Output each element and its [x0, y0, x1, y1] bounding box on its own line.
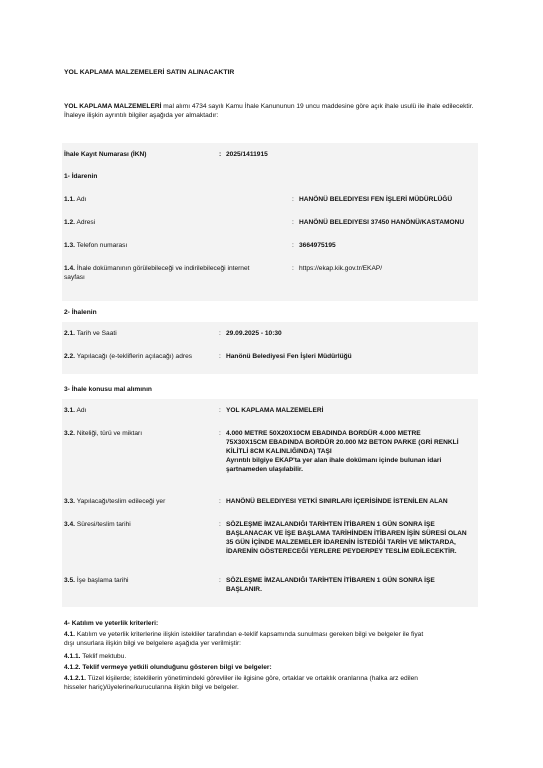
row-1-3-value: 3664975195 — [299, 242, 336, 249]
ikn-colon: : — [219, 151, 222, 158]
row-3-5-num: 3.5. — [64, 577, 75, 584]
row-1-2-num: 1.2. — [64, 219, 75, 226]
row-3-3-num: 3.3. — [64, 498, 75, 505]
row-3-1-label: Adı — [75, 407, 87, 414]
para-4-1-1 — [64, 653, 482, 662]
para-4-1-1-text: Teklif mektubu. — [80, 653, 127, 660]
row-2-2-label: Yapılacağı (e-tekliflerin açılacağı) adres — [75, 353, 193, 360]
ikn-label: İhale Kayıt Numarası (İKN) — [64, 151, 147, 158]
row-3-5-colon: : — [219, 577, 221, 584]
intro-paragraph — [64, 103, 484, 121]
section-3-heading: 3- İhale konusu mal alımının — [64, 386, 152, 393]
row-1-2-label: Adresi — [75, 219, 96, 226]
row-1-4-label-2: sayfası — [64, 273, 85, 281]
row-3-3-label: Yapılacağı/teslim edileceği yer — [75, 498, 166, 505]
row-2-2-num: 2.2. — [64, 353, 75, 360]
row-1-2-colon: : — [292, 219, 294, 226]
para-4-1-text-2: dışı unsurlara ilişkin bilgi ve belgelere aşağıda yer verilmiştir: — [64, 639, 242, 647]
row-1-3-label: Telefon numarası — [75, 242, 128, 249]
row-2-1-value: 29.09.2025 - 10:30 — [226, 330, 282, 337]
intro-text: mal alımı 4734 sayılı Kamu İhale Kanununun 19 uncu maddesine göre açık ihale usulü ile ihale edilecektir. — [161, 103, 474, 110]
para-4-1-2-1-text-2: hisseler hariç)/üyelerine/kurucularına ilişkin bilgi ve belgeler. — [64, 683, 239, 691]
intro-subject: YOL KAPLAMA MALZEMELERİ — [64, 103, 162, 110]
ikn-value: 2025/1411915 — [226, 151, 268, 158]
row-3-4-line-4: İDARENİN GÖSTERECEĞİ YERLERE PEYDERPEY TESLİM EDİLECEKTİR. — [226, 547, 457, 555]
row-1-2-value: HANÖNÜ BELEDIYESI 37450 HANÖNÜ/KASTAMONU — [299, 219, 465, 226]
para-4-1-2: 4.1.2. Teklif vermeye yetkili olunduğunu gösteren bilgi ve belgeler: — [64, 664, 272, 671]
row-3-2-value — [226, 430, 459, 474]
row-3-5-line-2: BAŞLANIR. — [226, 585, 262, 593]
row-1-4-colon: : — [292, 265, 294, 272]
row-3-2-line-2: 75X30X15CM EBADINDA BORDÜR 20.000 M2 BETON PARKE (GRİ RENKLİ — [226, 438, 459, 446]
para-4-1-num: 4.1. — [64, 631, 75, 638]
row-2-2-colon: : — [219, 353, 221, 360]
row-3-2-line-1: 4.000 METRE 50X20X10CM EBADINDA BORDÜR 4.000 METRE — [226, 430, 421, 437]
row-3-5-value — [226, 577, 435, 595]
row-3-4-value — [226, 521, 467, 557]
row-1-3-colon: : — [292, 242, 294, 249]
row-3-5-line-1: SÖZLEŞME İMZALANDIĞI TARİHTEN İTİBAREN 1 GÜN SONRA İŞE — [226, 577, 435, 584]
row-3-4-num: 3.4. — [64, 521, 75, 528]
row-3-1-value: YOL KAPLAMA MALZEMELERİ — [226, 407, 324, 414]
para-4-1-2-1-num: 4.1.2.1. — [64, 675, 86, 682]
row-1-1-label: Adı — [75, 196, 87, 203]
row-1-1-value: HANÖNÜ BELEDIYESI FEN İŞLERİ MÜDÜRLÜĞÜ — [299, 196, 453, 203]
row-3-4-line-2: BAŞLANACAK VE İŞE BAŞLAMA TARİHİNDEN İTİBAREN İŞİN SÜRESİ OLAN — [226, 529, 467, 537]
row-3-2-line-3: KİLİTLİ 8CM KALINLIĞINDA) TAŞI — [226, 447, 332, 455]
row-3-1-colon: : — [219, 407, 221, 414]
row-2-1-label: Tarih ve Saati — [75, 330, 117, 337]
row-3-4-line-3: 35 GÜN İÇİNDE MALZEMELER İDARENİN İSTEDİĞİ TARİH VE MİKTARDA, — [226, 538, 456, 546]
row-3-3-colon: : — [219, 498, 221, 505]
para-4-1-text: Katılım ve yeterlik kriterlerine ilişkin istekliler tarafından e-teklif kapsamında sunulması gereken bilgi ve belgeler ile fiyat — [75, 631, 424, 638]
section-1-heading: 1- İdarenin — [64, 173, 98, 180]
row-2-2-value: Hanönü Belediyesi Fen İşleri Müdürlüğü — [226, 353, 352, 360]
row-1-4-label: İhale dokümanının görülebileceği ve indirilebileceği internet — [75, 265, 250, 272]
row-3-4-colon: : — [219, 521, 221, 528]
row-1-1-num: 1.1. — [64, 196, 75, 203]
row-3-1-num: 3.1. — [64, 407, 75, 414]
row-3-2-colon: : — [219, 430, 221, 437]
row-1-3-num: 1.3. — [64, 242, 75, 249]
row-3-5-label: İşe başlama tarihi — [75, 577, 129, 584]
page-title: YOL KAPLAMA MALZEMELERİ SATIN ALINACAKTIR — [64, 69, 235, 76]
row-3-2-label: Niteliği, türü ve miktarı — [75, 430, 143, 437]
intro-line-2: İhaleye ilişkin ayrıntılı bilgiler aşağıda yer almaktadır: — [64, 111, 219, 119]
row-3-3-value: HANÖNÜ BELEDIYESI YETKİ SINIRLARI İÇERİSİNDE İSTENİLEN ALAN — [226, 498, 448, 505]
row-3-4-label: Süresi/teslim tarihi — [75, 521, 131, 528]
row-2-1-num: 2.1. — [64, 330, 75, 337]
para-4-1 — [64, 631, 482, 649]
para-4-1-2-1 — [64, 675, 482, 693]
row-3-2-num: 3.2. — [64, 430, 75, 437]
section-4-heading: 4- Katılım ve yeterlik kriterleri: — [64, 620, 159, 627]
para-4-1-1-num: 4.1.1. — [64, 653, 81, 660]
row-2-1-colon: : — [219, 330, 221, 337]
row-3-4-line-1: SÖZLEŞME İMZALANDIĞI TARİHTEN İTİBAREN 1 GÜN SONRA İŞE — [226, 521, 435, 528]
row-1-4-num: 1.4. — [64, 265, 75, 272]
row-1-4-value[interactable]: https://ekap.kik.gov.tr/EKAP/ — [299, 265, 383, 272]
row-3-2-line-4: Ayrıntılı bilgiye EKAP'ta yer alan ihale dokümanı içinde bulunan idari — [226, 456, 442, 464]
row-1-1-colon: : — [292, 196, 294, 203]
para-4-1-2-1-text: Tüzel kişilerde; isteklilerin yönetimindeki görevliler ile ilgisine göre, ortaklar ve ortaklık oranlarına (halka arz edilen — [86, 675, 418, 682]
row-3-2-line-5: şartnameden ulaşılabilir. — [226, 465, 303, 473]
section-2-heading: 2- İhalenin — [64, 309, 97, 316]
